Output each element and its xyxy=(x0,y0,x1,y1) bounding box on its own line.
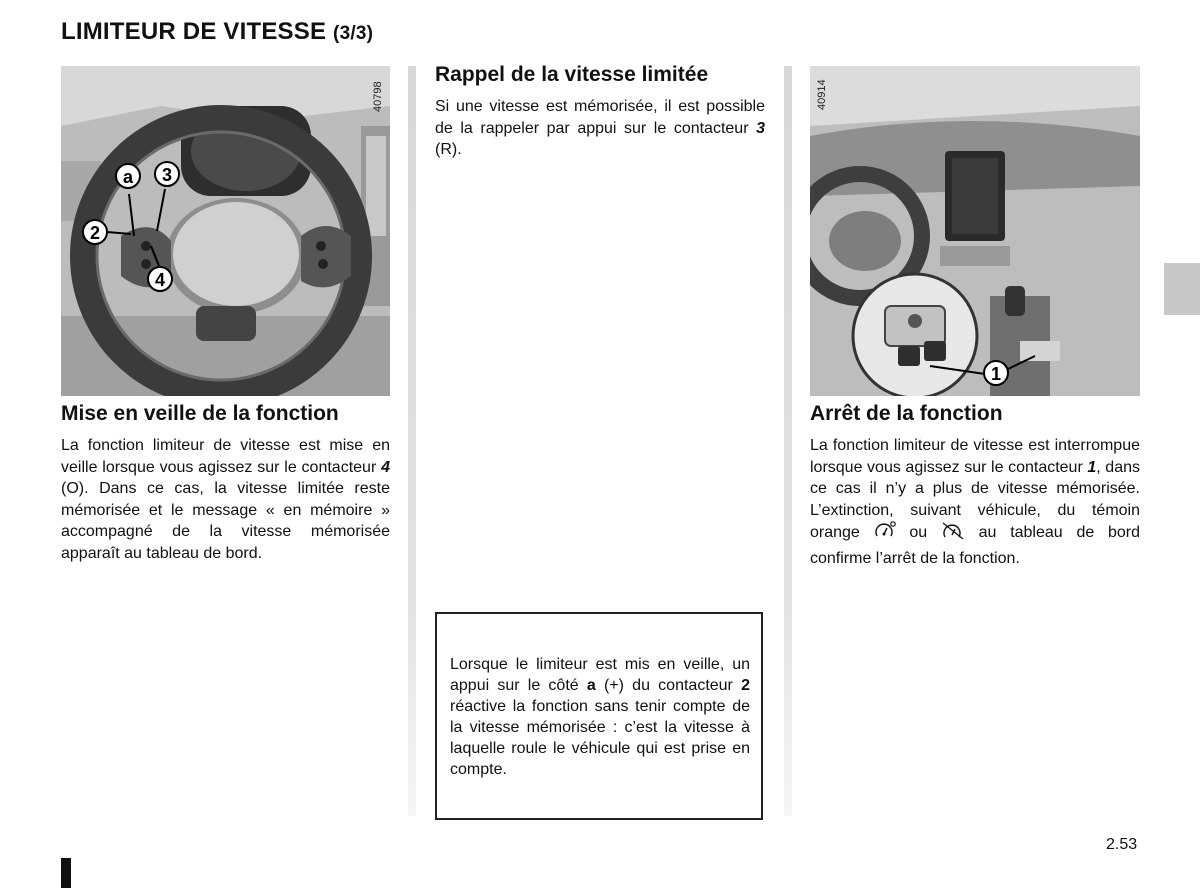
section-heading-standby: Mise en veille de la fonction xyxy=(61,402,339,425)
figure-id-left: 40798 xyxy=(372,81,384,112)
chapter-tab xyxy=(1164,263,1200,315)
note-text: Lorsque le limiteur est mis en veille, un appui sur le côté a (+) du contacteur 2 réactive la fonction sans tenir compte de la vitesse mémorisée : c’est la vitesse à laquelle roule le véhicule qui est prise en compte. xyxy=(450,656,750,778)
steering-wheel-illustration xyxy=(61,66,390,396)
callout-3 xyxy=(155,162,179,186)
speed-limiter-icon xyxy=(874,521,896,548)
recall-paragraph: Si une vitesse est mémorisée, il est possible de la rappeler par appui sur le contacteur 3 (R). xyxy=(435,98,765,158)
section-heading-stop: Arrêt de la fonction xyxy=(810,402,1003,425)
svg-text:1: 1 xyxy=(990,364,1002,384)
column-divider-left xyxy=(408,66,416,816)
standby-paragraph: La fonction limiteur de vitesse est mise en veille lorsque vous agissez sur le contacteur 4 (O). Dans ce cas, la vitesse limitée reste mémorisée et le message « en mémoire » accompagné de la vitesse mémorisée apparaît au tableau de bord. xyxy=(61,437,390,562)
page-title-suffix: (3/3) xyxy=(333,23,374,44)
svg-text:2: 2 xyxy=(89,223,101,243)
callout-2 xyxy=(83,220,107,244)
stop-paragraph: La fonction limiteur de vitesse est interrompue lorsque vous agissez sur le contacteur 1, dans ce cas il n’y a plus de vitesse mémorisée. L’extinction, suivant véhicule, du témoin orange ou au tableau de bord confirme l’arrêt de la fonction. xyxy=(810,437,1141,567)
svg-text:a: a xyxy=(122,167,134,187)
callout-1 xyxy=(984,361,1008,385)
dashboard-illustration xyxy=(810,66,1140,396)
page-number: 2.53 xyxy=(1106,836,1138,853)
svg-text:4: 4 xyxy=(154,270,166,290)
section-heading-recall: Rappel de la vitesse limitée xyxy=(435,63,709,86)
column-divider-right xyxy=(784,66,792,816)
note-box xyxy=(435,612,763,820)
callout-4 xyxy=(148,267,172,291)
svg-text:3: 3 xyxy=(161,165,173,185)
crop-mark xyxy=(61,858,71,888)
page-title: LIMITEUR DE VITESSE (3/3) xyxy=(61,18,374,45)
figure-id-right: 40914 xyxy=(816,79,828,110)
speed-limiter-crossed-icon xyxy=(941,521,965,548)
callout-a xyxy=(116,164,140,188)
